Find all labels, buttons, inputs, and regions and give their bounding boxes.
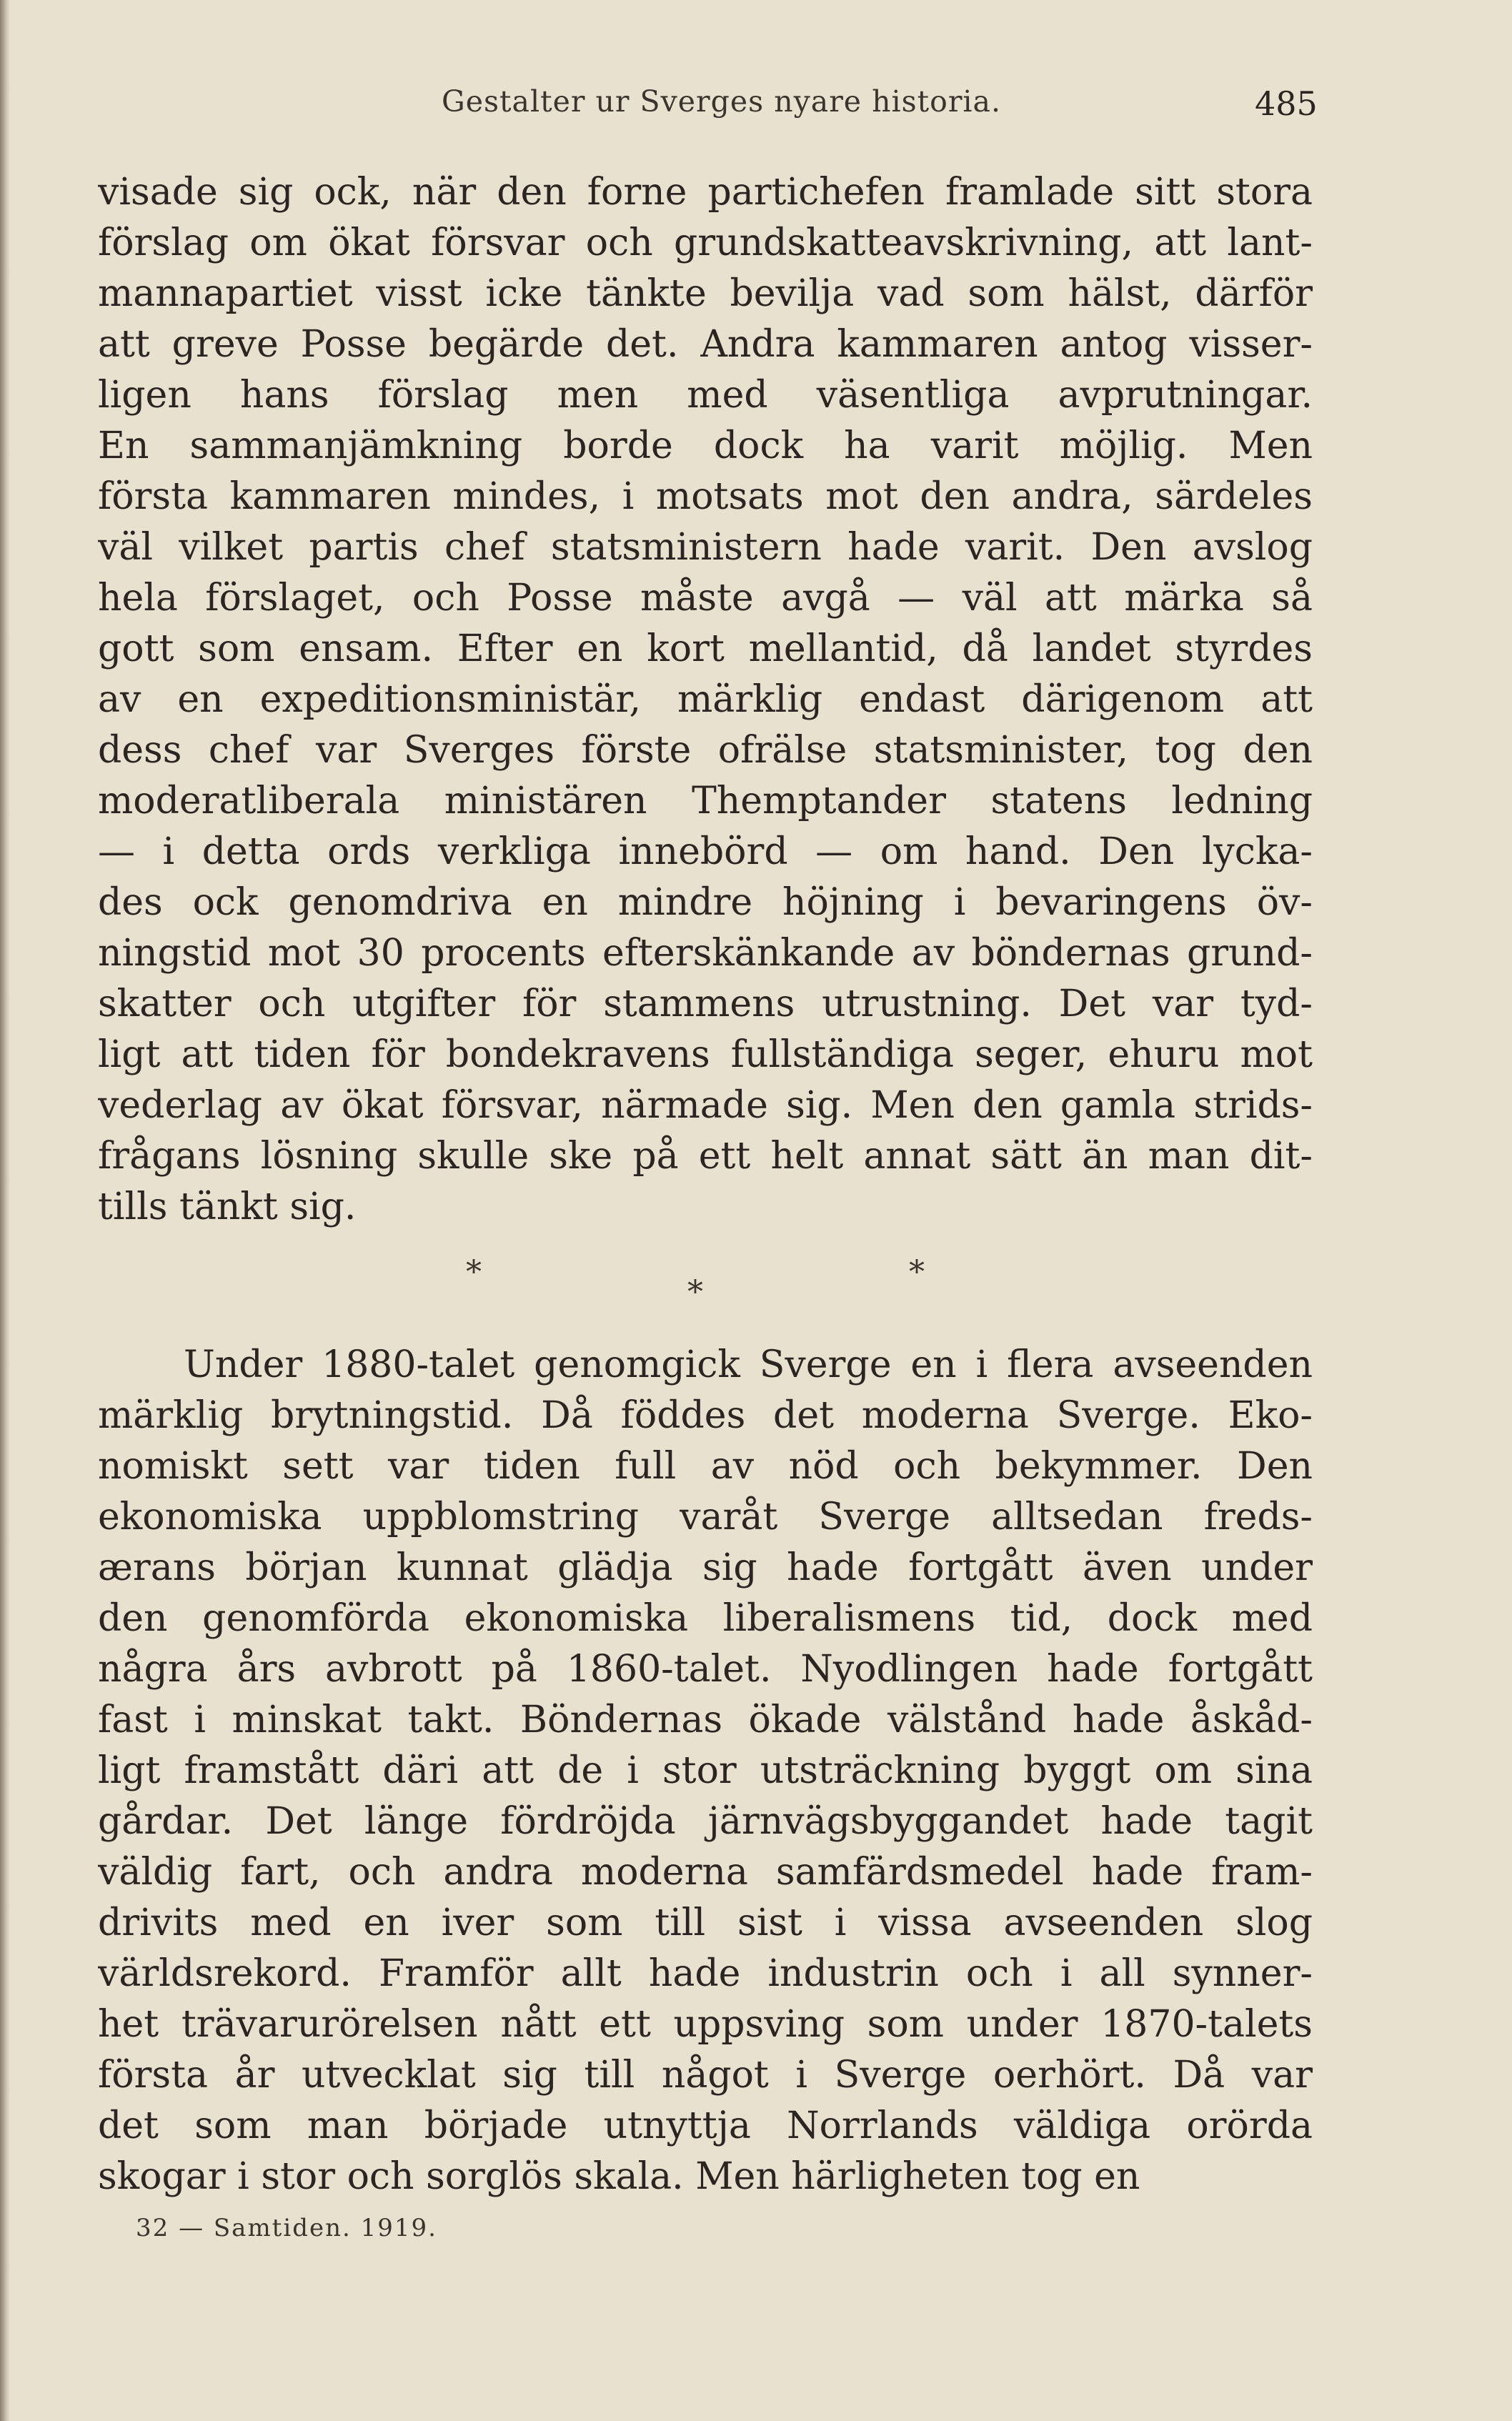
text-line: av en expeditionsministär, märklig endast därigenom att xyxy=(98,678,1313,721)
separator-star: * xyxy=(466,1254,482,1291)
text-line: vederlag av ökat försvar, närmade sig. Men den gamla strids- xyxy=(98,1084,1313,1127)
text-line: hela förslaget, och Posse måste avgå — väl att märka så xyxy=(98,577,1313,620)
text-line: des ock genomdriva en mindre höjning i bevaringens öv- xyxy=(98,881,1313,924)
text-line: ligen hans förslag men med väsentliga avprutningar. xyxy=(98,374,1313,417)
page-number: 485 xyxy=(1255,84,1318,123)
text-line: gårdar. Det länge fördröjda järnvägsbyggandet hade tagit xyxy=(98,1800,1313,1843)
text-line: världsrekord. Framför allt hade industrin och i all synner- xyxy=(98,1952,1313,1995)
text-line: — i detta ords verkliga innebörd — om hand. Den lycka- xyxy=(98,830,1313,873)
text-line: det som man började utnyttja Norrlands väldiga orörda xyxy=(98,2104,1313,2147)
text-line: ligt framstått däri att de i stor utsträckning byggt om sina xyxy=(98,1749,1313,1792)
text-line: första kammaren mindes, i motsats mot den andra, särdeles xyxy=(98,475,1313,518)
text-line: drivits med en iver som till sist i vissa avseenden slog xyxy=(98,1901,1313,1944)
text-line: ningstid mot 30 procents efterskänkande av böndernas grund- xyxy=(98,932,1313,975)
paragraph-1 xyxy=(98,167,1313,1233)
text-line: förslag om ökat försvar och grundskatteavskrivning, att lant- xyxy=(98,222,1313,264)
running-title: Gestalter ur Sverges nyare historia. xyxy=(442,84,1002,119)
text-line: första år utvecklat sig till något i Sverge oerhört. Då var xyxy=(98,2054,1313,2097)
text-line: ærans början kunnat glädja sig hade fortgått även under xyxy=(98,1546,1313,1589)
text-line: tills tänkt sig. xyxy=(98,1185,357,1228)
text-line: skatter och utgifter för stammens utrustning. Det var tyd- xyxy=(98,983,1313,1025)
text-line: väl vilket partis chef statsministern hade varit. Den avslog xyxy=(98,526,1313,569)
text-line: moderatliberala ministären Themptander statens ledning xyxy=(98,780,1313,822)
text-line: några års avbrott på 1860-talet. Nyodlingen hade fortgått xyxy=(98,1648,1313,1691)
text-line: frågans lösning skulle ske på ett helt annat sätt än man dit- xyxy=(98,1135,1313,1178)
text-line: ekonomiska uppblomstring varåt Sverge alltsedan freds- xyxy=(98,1496,1313,1538)
text-line: märklig brytningstid. Då föddes det moderna Sverge. Eko- xyxy=(98,1394,1313,1437)
text-line: En sammanjämkning borde dock ha varit möjlig. Men xyxy=(98,424,1313,467)
text-line: mannapartiet visst icke tänkte bevilja vad som hälst, därför xyxy=(98,272,1313,315)
text-line: nomiskt sett var tiden full av nöd och bekymmer. Den xyxy=(98,1445,1313,1488)
footer-signature: 32 — Samtiden. 1919. xyxy=(136,2214,437,2242)
text-line: Under 1880-talet genomgick Sverge en i flera avseenden xyxy=(184,1343,1313,1386)
text-line: dess chef var Sverges förste ofrälse statsminister, tog den xyxy=(98,729,1313,772)
text-line: het trävarurörelsen nått ett uppsving som under 1870-talets xyxy=(98,2003,1313,2046)
text-line: visade sig ock, när den forne partichefen framlade sitt stora xyxy=(98,171,1313,214)
text-line: fast i minskat takt. Böndernas ökade välstånd hade åskåd- xyxy=(98,1699,1313,1741)
separator-star: * xyxy=(687,1274,703,1311)
text-line: gott som ensam. Efter en kort mellantid, då landet styrdes xyxy=(98,627,1313,670)
text-line: ligt att tiden för bondekravens fullständiga seger, ehuru mot xyxy=(98,1033,1313,1076)
text-line: skogar i stor och sorglös skala. Men härligheten tog en xyxy=(98,2155,1140,2198)
separator-star: * xyxy=(909,1254,925,1291)
text-line: att greve Posse begärde det. Andra kammaren antog visser- xyxy=(98,323,1313,366)
paragraph-2 xyxy=(98,1340,1313,2202)
page-spine-shadow xyxy=(0,0,10,2421)
text-line: den genomförda ekonomiska liberalismens tid, dock med xyxy=(98,1597,1313,1640)
section-separator xyxy=(0,1254,1512,1318)
text-line: väldig fart, och andra moderna samfärdsmedel hade fram- xyxy=(98,1851,1313,1894)
